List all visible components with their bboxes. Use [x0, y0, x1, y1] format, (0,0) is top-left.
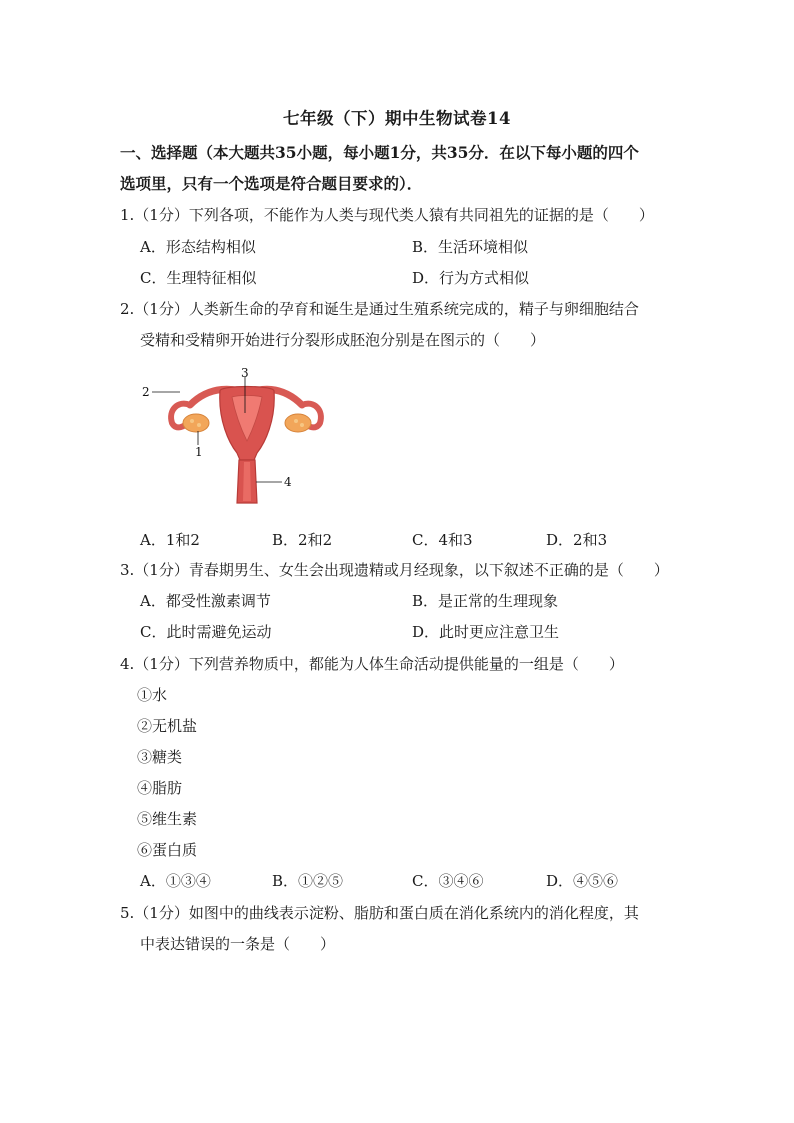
question-3-option-b[interactable]: B．是正常的生理现象 [412, 592, 559, 610]
question-4-option-c[interactable]: C．③④⑥ [412, 872, 484, 890]
section-heading-line-1: 一、选择题（本大题共35小题，每小题1分，共35分．在以下每小题的四个 [120, 143, 639, 162]
question-1-stem: 1.（1分）下列各项，不能作为人类与现代类人猿有共同祖先的证据的是（ ） [120, 206, 654, 224]
female-reproductive-system-figure [140, 365, 350, 515]
section-heading-line-2: 选项里，只有一个选项是符合题目要求的）． [120, 174, 423, 193]
question-1-option-d[interactable]: D．行为方式相似 [412, 269, 530, 287]
vagina-canal [243, 462, 251, 501]
question-2-option-a[interactable]: A．1和2 [140, 531, 200, 549]
question-1-option-c[interactable]: C．生理特征相似 [140, 269, 257, 287]
question-4-item: ⑥蛋白质 [137, 841, 198, 859]
question-2-option-d[interactable]: D．2和3 [546, 531, 608, 549]
figure-label-3: 3 [241, 366, 249, 380]
question-4-item: ①水 [137, 686, 168, 704]
figure-label-1: 1 [195, 445, 203, 459]
question-2-stem-line-1: 2.（1分）人类新生命的孕育和诞生是通过生殖系统完成的，精子与卵细胞结合 [120, 300, 639, 318]
left-ovary [183, 414, 209, 432]
question-5-stem-line-2: 中表达错误的一条是（ ） [140, 935, 336, 953]
question-4-option-a[interactable]: A．①③④ [140, 872, 211, 890]
question-3-option-a[interactable]: A．都受性激素调节 [140, 592, 271, 610]
question-3-option-d[interactable]: D．此时更应注意卫生 [412, 623, 560, 641]
question-4-stem: 4.（1分）下列营养物质中，都能为人体生命活动提供能量的一组是（ ） [120, 655, 624, 673]
question-2-stem-line-2: 受精和受精卵开始进行分裂形成胚泡分别是在图示的（ ） [140, 331, 546, 349]
question-3-option-c[interactable]: C．此时需避免运动 [140, 623, 272, 641]
question-5-stem-line-1: 5.（1分）如图中的曲线表示淀粉、脂肪和蛋白质在消化系统内的消化程度，其 [120, 904, 639, 922]
question-4-item: ②无机盐 [137, 717, 198, 735]
uterus-diagram [140, 365, 350, 515]
figure-label-4: 4 [284, 475, 292, 489]
exam-title: 七年级（下）期中生物试卷14 [283, 109, 511, 128]
question-2-option-c[interactable]: C．4和3 [412, 531, 473, 549]
question-2-option-b[interactable]: B．2和2 [272, 531, 333, 549]
question-4-item: ⑤维生素 [137, 810, 198, 828]
question-3-stem: 3.（1分）青春期男生、女生会出现遗精或月经现象，以下叙述不正确的是（ ） [120, 561, 669, 579]
figure-label-2: 2 [142, 385, 150, 399]
right-ovary [285, 414, 311, 432]
question-4-item: ③糖类 [137, 748, 183, 766]
question-1-option-a[interactable]: A．形态结构相似 [140, 238, 256, 256]
question-1-option-b[interactable]: B．生活环境相似 [412, 238, 529, 256]
question-4-option-d[interactable]: D．④⑤⑥ [546, 872, 619, 890]
question-4-item: ④脂肪 [137, 779, 183, 797]
question-4-option-b[interactable]: B．①②⑤ [272, 872, 344, 890]
